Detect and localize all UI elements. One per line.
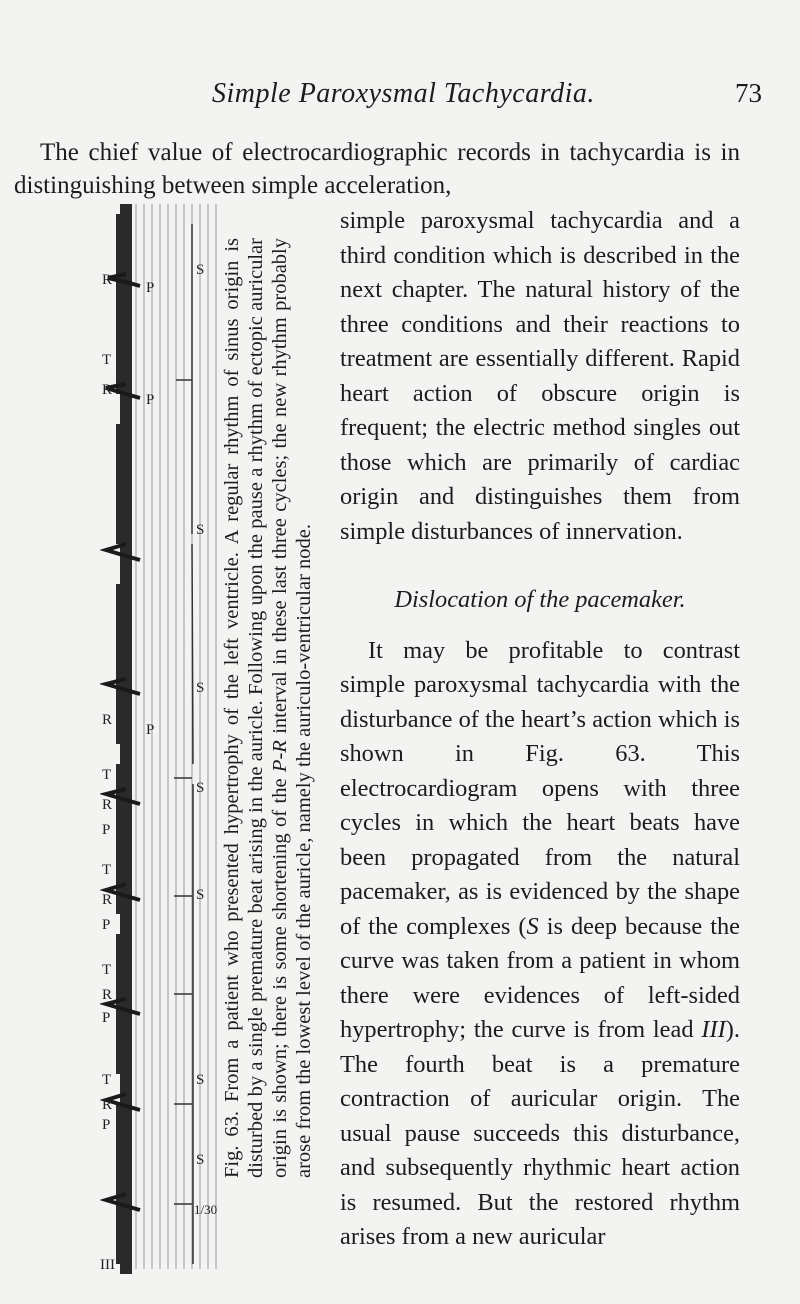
caption-part-b: interval in these last three cycles; the new rhythm probably arose from the lowest level of the auricle, namely the auriculo-ventricular node. [269, 238, 315, 1178]
wave-label-r: R [102, 272, 113, 288]
wave-label-s: S [196, 780, 205, 796]
wave-label-p: P [146, 280, 155, 296]
para2-wave-s: S [526, 912, 539, 940]
wave-label-p: P [102, 1117, 111, 1133]
intro-paragraph [14, 136, 740, 202]
section-heading: Dislocation of the pacemaker. [394, 586, 686, 613]
wave-label-s: S [196, 1152, 205, 1168]
wave-label-s: S [196, 522, 205, 538]
page-number: 73 [735, 78, 762, 108]
paragraph-dislocation [340, 634, 740, 1255]
figure-label: Fig. 63. [221, 1110, 243, 1178]
caption-text [220, 238, 316, 1178]
wave-label-p: P [102, 917, 111, 933]
caption-pr-interval: P-R [269, 740, 291, 773]
wave-label-s: S [196, 680, 205, 696]
para2-part-a: It may be profitable to contrast simple paroxysmal tachycardia with the disturbance of the heart’s action which is shown in Fig. 63. This electrocardiogram opens with three cycles in which the heart beats have been propagated from the natural pacemaker, as is evidenced by the shape of the complexes ( [340, 636, 740, 940]
running-head [0, 78, 800, 118]
wave-label-p: P [102, 1010, 111, 1026]
ecg-grid [128, 204, 216, 1269]
para2-lead: III [701, 1016, 726, 1043]
wave-label-s: S [196, 887, 205, 903]
right-text-column [340, 204, 740, 1255]
wave-label-t: T [102, 767, 112, 783]
ecg-band [116, 204, 132, 1274]
wave-label-r: R [102, 987, 113, 1003]
wave-label-t: T [102, 962, 112, 978]
wave-label-r: R [102, 892, 113, 908]
para2-part-b: is deep because the curve was taken from a patient in whom there were evidences of left-sided hypertrophy; the curve is from lead [340, 912, 740, 1043]
wave-label-r: R [102, 712, 113, 728]
wave-label-p: P [102, 822, 111, 838]
wave-label-p: P [146, 392, 155, 408]
running-title: Simple Paroxysmal Tachycardia. [212, 78, 595, 109]
figure-caption [220, 238, 340, 1178]
intro-text: The chief value of electrocardiographic records in tachycardia is in distinguishing between simple acceleration, [14, 139, 740, 199]
lead-label: III [100, 1257, 115, 1273]
wave-label-r: R [102, 1097, 113, 1113]
electrocardiogram-figure [100, 204, 224, 1274]
ecg-trace [100, 204, 224, 1274]
wave-label-s: S [196, 1072, 205, 1088]
para2-part-c: ). The fourth beat is a premature contraction of auricular origin. The usual pause succeeds this disturbance, and subsequently rhythmic heart action is resumed. But the restored rhythm arises from a new auricular [340, 1016, 740, 1250]
wave-label-s: S [196, 262, 205, 278]
wave-label-r: R [102, 797, 113, 813]
wave-label-p: P [146, 722, 155, 738]
wave-label-r: R [102, 382, 113, 398]
wave-label-t: T [102, 352, 112, 368]
wave-label-t: T [102, 862, 112, 878]
wave-label-t: T [102, 1072, 112, 1088]
caption-part-a: From a patient who presented hypertrophy of the left ventricle. A regular rhythm of sinus origin is disturbed by a single premature beat arising in the auricle. Following upon the pause a rhythm of ectopic auricular origin is shown; there is some shortening of the [221, 238, 291, 1178]
paragraph-continuation: simple paroxysmal tachycardia and a third condition which is described in the next chapter. The natural history of the three conditions and their reactions to treatment are essentially different. Rapid heart action of obscure origin is frequent; the electric method singles out those which are primarily of cardiac origin and distinguishes them from simple disturbances of innervation. [340, 207, 740, 545]
time-scale-label: 1/30 [194, 1202, 218, 1217]
